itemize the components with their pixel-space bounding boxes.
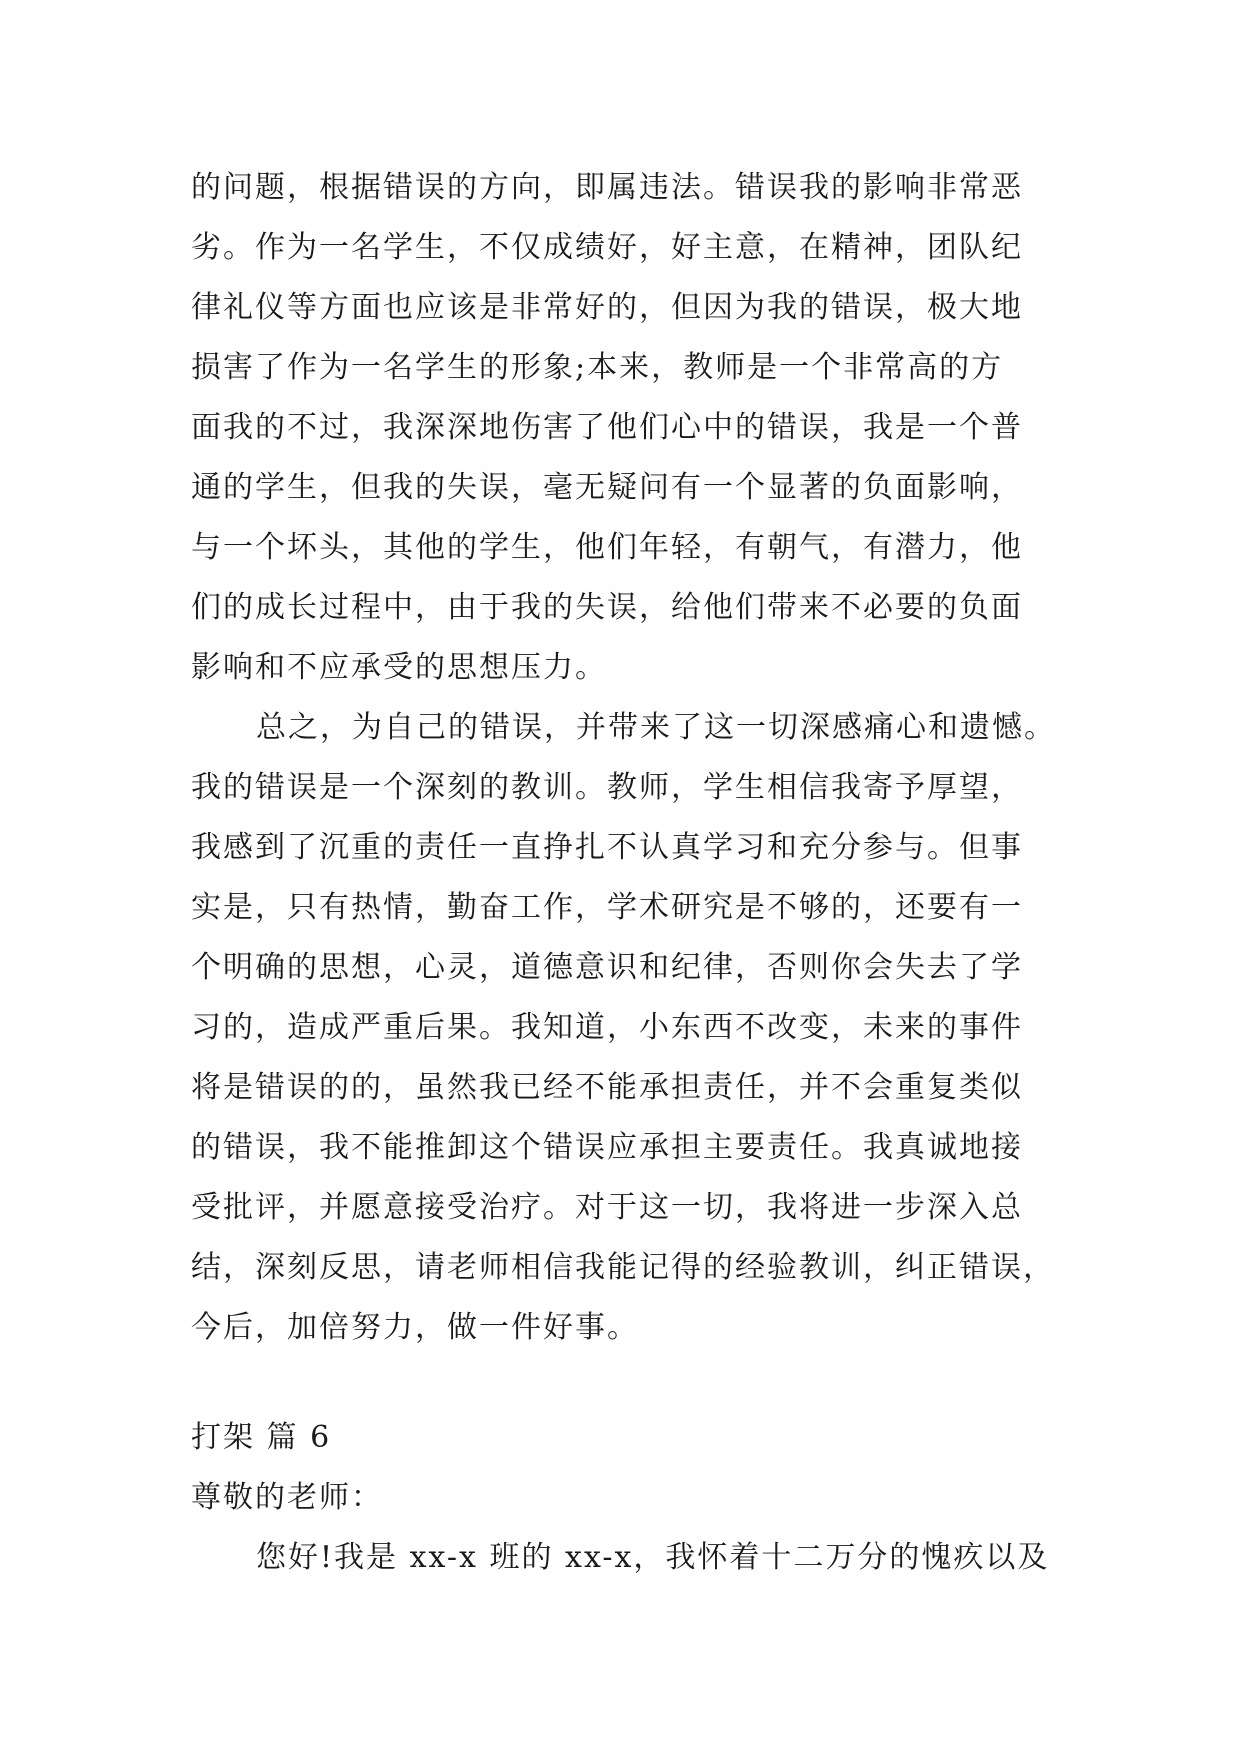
paragraph-1 bbox=[191, 158, 1071, 698]
text-line: 受批评，并愿意接受治疗。对于这一切，我将进一步深入总 bbox=[191, 1190, 1023, 1225]
text-line: 的错误，我不能推卸这个错误应承担主要责任。我真诚地接 bbox=[191, 1130, 1023, 1165]
text-line: 律礼仪等方面也应该是非常好的，但因为我的错误，极大地 bbox=[191, 290, 1023, 325]
section-spacer bbox=[191, 1358, 1071, 1408]
paragraph-2 bbox=[191, 698, 1071, 1358]
text-line: 通的学生，但我的失误，毫无疑问有一个显著的负面影响， bbox=[191, 470, 1023, 505]
document-body bbox=[191, 158, 1071, 1588]
salutation: 尊敬的老师： bbox=[191, 1480, 383, 1515]
section-heading: 打架 篇 6 bbox=[191, 1420, 332, 1455]
text-line: 损害了作为一名学生的形象;本来，教师是一个非常高的方 bbox=[191, 350, 1004, 385]
text-line: 影响和不应承受的思想压力。 bbox=[191, 650, 607, 685]
text-line: 劣。作为一名学生，不仅成绩好，好主意，在精神，团队纪 bbox=[191, 230, 1023, 265]
text-line: 们的成长过程中，由于我的失误，给他们带来不必要的负面 bbox=[191, 590, 1023, 625]
text-line: 我感到了沉重的责任一直挣扎不认真学习和充分参与。但事 bbox=[191, 830, 1023, 865]
text-line: 个明确的思想，心灵，道德意识和纪律，否则你会失去了学 bbox=[191, 950, 1023, 985]
text-line: 今后，加倍努力，做一件好事。 bbox=[191, 1310, 639, 1345]
text-line: 将是错误的的，虽然我已经不能承担责任，并不会重复类似 bbox=[191, 1070, 1023, 1105]
text-line: 结，深刻反思，请老师相信我能记得的经验教训，纠正错误， bbox=[191, 1250, 1055, 1285]
text-line: 实是，只有热情，勤奋工作，学术研究是不够的，还要有一 bbox=[191, 890, 1023, 925]
opening-line: 您好!我是 xx-x 班的 xx-x，我怀着十二万分的愧疚以及 bbox=[256, 1540, 1050, 1575]
text-line: 我的错误是一个深刻的教训。教师，学生相信我寄予厚望， bbox=[191, 770, 1023, 805]
text-line: 的问题，根据错误的方向，即属违法。错误我的影响非常恶 bbox=[191, 170, 1023, 205]
text-line: 总之，为自己的错误，并带来了这一切深感痛心和遗憾。 bbox=[256, 710, 1056, 745]
text-line: 习的，造成严重后果。我知道，小东西不改变，未来的事件 bbox=[191, 1010, 1023, 1045]
text-line: 面我的不过，我深深地伤害了他们心中的错误，我是一个普 bbox=[191, 410, 1023, 445]
section-6 bbox=[191, 1408, 1071, 1588]
text-line: 与一个坏头，其他的学生，他们年轻，有朝气，有潜力，他 bbox=[191, 530, 1023, 565]
